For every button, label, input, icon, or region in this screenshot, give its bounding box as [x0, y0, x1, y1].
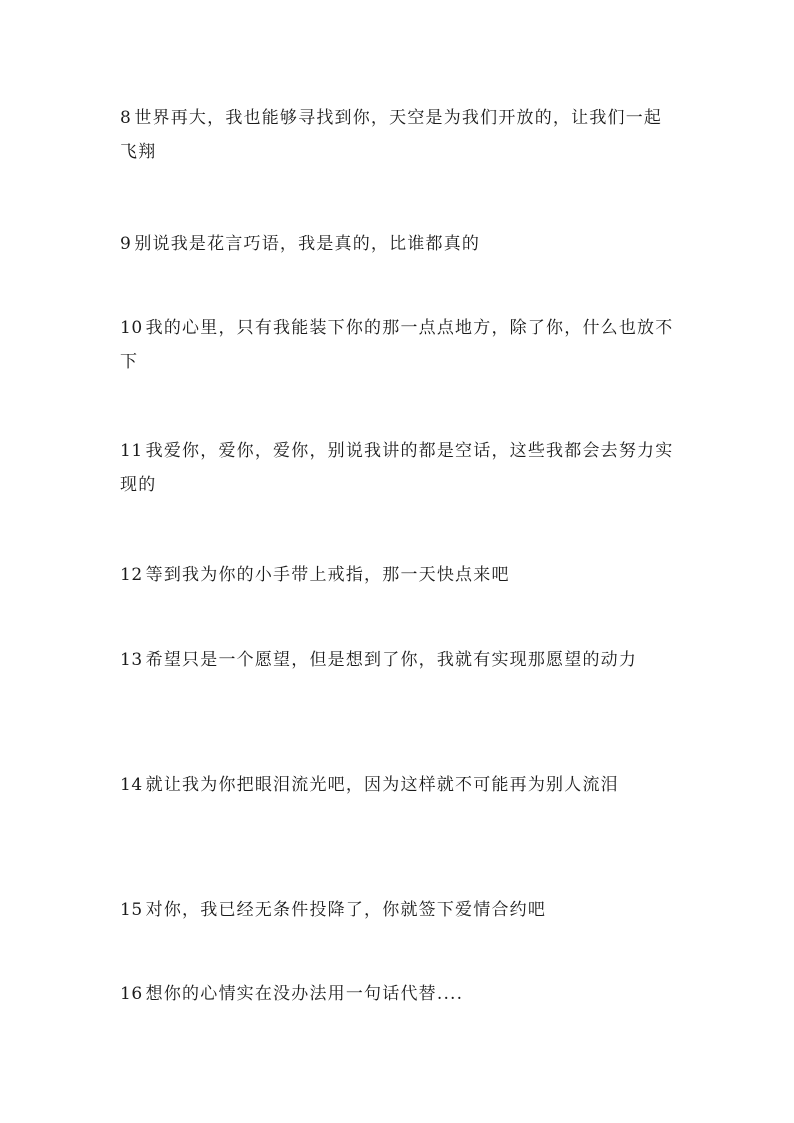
paragraph-9: [120, 227, 680, 261]
paragraph-15: [120, 893, 680, 927]
paragraph-text: 等到我为你的小手带上戒指，那一天快点来吧: [145, 565, 510, 585]
paragraph-text: 想你的心情实在没办法用一句话代替....: [145, 984, 464, 1004]
paragraph-8: [120, 101, 680, 169]
paragraph-13: [120, 643, 680, 677]
paragraph-number: 10: [120, 318, 143, 338]
paragraph-number: 16: [120, 984, 143, 1004]
paragraph-16: [120, 977, 680, 1011]
paragraph-number: 15: [120, 900, 143, 920]
paragraph-text: 对你，我已经无条件投降了，你就签下爱情合约吧: [145, 900, 547, 920]
paragraph-number: 9: [120, 234, 132, 254]
paragraph-number: 14: [120, 775, 143, 795]
paragraph-text: 世界再大，我也能够寻找到你，天空是为我们开放的，让我们一起飞翔: [120, 108, 663, 162]
paragraph-12: [120, 558, 680, 592]
paragraph-10: [120, 311, 680, 379]
paragraph-text: 我的心里，只有我能装下你的那一点点地方，除了你，什么也放不下: [120, 318, 674, 372]
paragraph-number: 11: [120, 441, 143, 461]
paragraph-14: [120, 768, 680, 802]
paragraph-text: 就让我为你把眼泪流光吧，因为这样就不可能再为别人流泪: [145, 775, 619, 795]
paragraph-text: 我爱你，爱你，爱你，别说我讲的都是空话，这些我都会去努力实现的: [120, 441, 674, 495]
paragraph-number: 12: [120, 565, 143, 585]
paragraph-text: 希望只是一个愿望，但是想到了你，我就有实现那愿望的动力: [145, 650, 638, 670]
paragraph-text: 别说我是花言巧语，我是真的，比谁都真的: [134, 234, 481, 254]
paragraph-number: 13: [120, 650, 143, 670]
paragraph-11: [120, 434, 680, 502]
paragraph-number: 8: [120, 108, 132, 128]
